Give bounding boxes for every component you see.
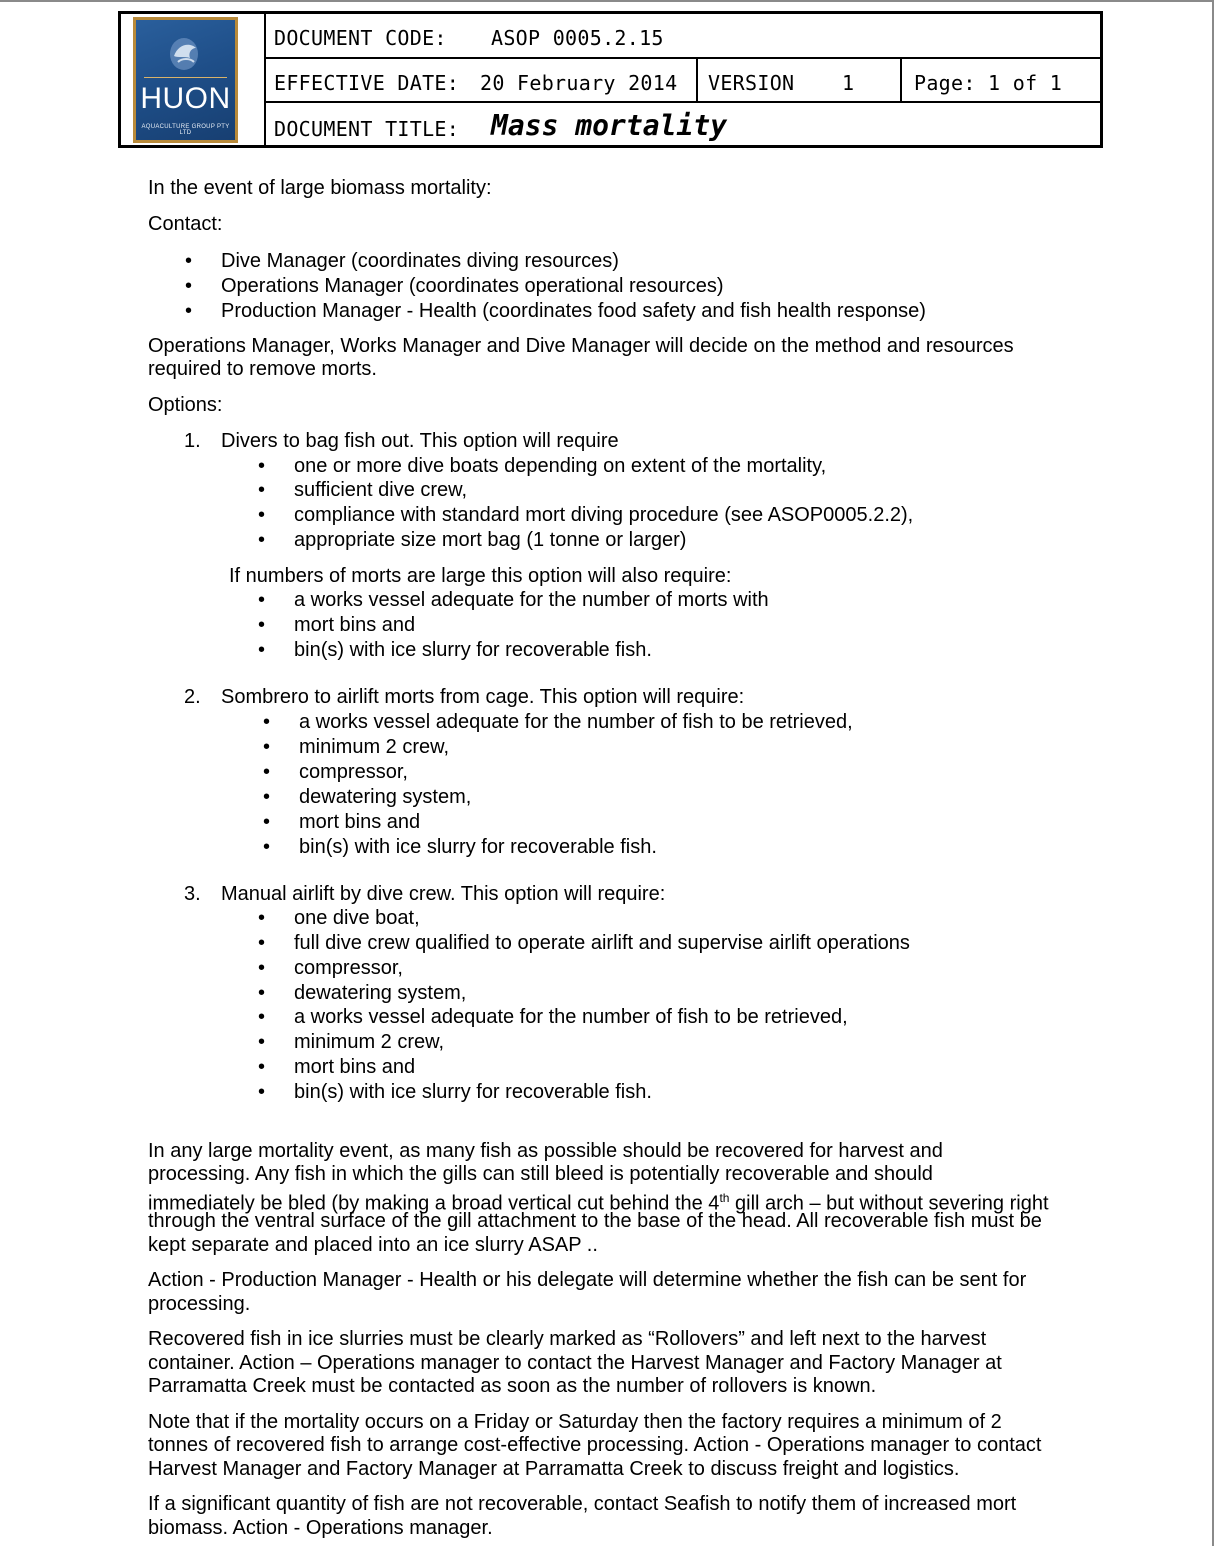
company-logo xyxy=(133,17,238,143)
option-number: 3. xyxy=(184,883,201,905)
bullet: • xyxy=(263,761,271,783)
bullet: • xyxy=(263,711,271,733)
bullet: • xyxy=(258,1006,266,1028)
list-item: sufficient dive crew, xyxy=(294,479,468,501)
effective-date-value: 20 February 2014 xyxy=(480,71,678,95)
header-row-date xyxy=(264,59,1100,103)
bullet: • xyxy=(258,1056,266,1078)
list-item: Operations Manager (coordinates operational resources) xyxy=(221,275,724,297)
bullet: • xyxy=(258,932,266,954)
list-item: one dive boat, xyxy=(294,907,420,929)
paragraph-line: Parramatta Creek must be contacted as soon as the number of rollovers is known. xyxy=(148,1375,877,1397)
decision-text: Operations Manager, Works Manager and Dive Manager will decide on the method and resources xyxy=(148,335,1014,357)
intro-text: In the event of large biomass mortality: xyxy=(148,177,492,199)
list-item: compressor, xyxy=(299,761,408,783)
fish-emblem-icon xyxy=(164,34,206,74)
option-number: 2. xyxy=(184,686,201,708)
bullet: • xyxy=(258,614,266,636)
list-item: mort bins and xyxy=(299,811,421,833)
document-title: Mass mortality xyxy=(491,109,728,142)
paragraph-line: Action - Production Manager - Health or his delegate will determine whether the fish can be sent for xyxy=(148,1269,1027,1291)
list-item: one or more dive boats depending on extent of the mortality, xyxy=(294,455,827,477)
page-number: Page: 1 of 1 xyxy=(914,71,1063,95)
paragraph-line: Note that if the mortality occurs on a Friday or Saturday then the factory requires a minimum of 2 xyxy=(148,1411,1002,1433)
list-item: bin(s) with ice slurry for recoverable fish. xyxy=(294,1081,652,1103)
paragraph-line: processing. xyxy=(148,1293,251,1315)
logo-rule xyxy=(144,77,227,78)
logo-name: HUON xyxy=(140,82,231,115)
bullet: • xyxy=(263,811,271,833)
list-item: a works vessel adequate for the number of morts with xyxy=(294,589,769,611)
option-number: 1. xyxy=(184,430,201,452)
list-item: mort bins and xyxy=(294,1056,416,1078)
header-row-code xyxy=(264,14,1100,59)
bullet: • xyxy=(258,479,266,501)
paragraph-line: container. Action – Operations manager to contact the Harvest Manager and Factory Manager at xyxy=(148,1352,1002,1374)
bullet: • xyxy=(263,736,271,758)
paragraph-line: kept separate and placed into an ice slurry ASAP .. xyxy=(148,1234,598,1256)
superscript: th xyxy=(719,1191,730,1205)
list-item: mort bins and xyxy=(294,614,416,636)
list-item: a works vessel adequate for the number of fish to be retrieved, xyxy=(299,711,853,733)
bullet: • xyxy=(258,589,266,611)
list-item: Dive Manager (coordinates diving resources) xyxy=(221,250,619,272)
header-row-title xyxy=(264,103,1100,145)
paragraph-segment: gill arch – but without severing right xyxy=(729,1192,1049,1215)
bullet: • xyxy=(258,982,266,1004)
header-divider xyxy=(696,59,698,101)
effective-date-label: EFFECTIVE DATE: xyxy=(274,71,460,95)
list-item: compressor, xyxy=(294,957,403,979)
list-item: bin(s) with ice slurry for recoverable fish. xyxy=(299,836,657,858)
bullet: • xyxy=(258,504,266,526)
bullet: • xyxy=(185,300,193,322)
paragraph-line: biomass. Action - Operations manager. xyxy=(148,1517,493,1539)
header-divider xyxy=(900,59,902,101)
version-label: VERSION xyxy=(708,71,795,95)
logo-cell xyxy=(121,14,266,145)
paragraph-line: through the ventral surface of the gill attachment to the base of the head. All recoverable fish must be xyxy=(148,1210,1042,1232)
option-extra-text: If numbers of morts are large this option will also require: xyxy=(229,565,732,587)
list-item: a works vessel adequate for the number of fish to be retrieved, xyxy=(294,1006,848,1028)
paragraph-segment: immediately be bled (by making a broad vertical cut behind the 4 xyxy=(148,1192,720,1215)
list-item: bin(s) with ice slurry for recoverable fish. xyxy=(294,639,652,661)
option-text: Sombrero to airlift morts from cage. This option will require: xyxy=(221,686,745,708)
page-edge-top xyxy=(0,0,1214,2)
list-item: full dive crew qualified to operate airlift and supervise airlift operations xyxy=(294,932,910,954)
bullet: • xyxy=(185,250,193,272)
list-item: appropriate size mort bag (1 tonne or larger) xyxy=(294,529,687,551)
bullet: • xyxy=(263,786,271,808)
bullet: • xyxy=(258,639,266,661)
list-item: dewatering system, xyxy=(294,982,467,1004)
paragraph-line: Recovered fish in ice slurries must be clearly marked as “Rollovers” and left next to the harvest xyxy=(148,1328,987,1350)
document-code-value: ASOP 0005.2.15 xyxy=(491,26,664,50)
document-title-label: DOCUMENT TITLE: xyxy=(274,117,460,141)
option-text: Manual airlift by dive crew. This option will require: xyxy=(221,883,666,905)
bullet: • xyxy=(258,455,266,477)
list-item: Production Manager - Health (coordinates food safety and fish health response) xyxy=(221,300,926,322)
paragraph-line: Harvest Manager and Factory Manager at Parramatta Creek to discuss freight and logistics. xyxy=(148,1458,960,1480)
logo-subtitle: AQUACULTURE GROUP PTY LTD xyxy=(141,124,230,136)
bullet: • xyxy=(258,957,266,979)
options-label: Options: xyxy=(148,394,223,416)
option-text: Divers to bag fish out. This option will require xyxy=(221,430,619,452)
decision-text: required to remove morts. xyxy=(148,358,377,380)
bullet: • xyxy=(185,275,193,297)
document-header-table xyxy=(118,11,1103,148)
paragraph-line: If a significant quantity of fish are not recoverable, contact Seafish to notify them of increased mort xyxy=(148,1493,1017,1515)
bullet: • xyxy=(258,1081,266,1103)
list-item: dewatering system, xyxy=(299,786,472,808)
document-code-label: DOCUMENT CODE: xyxy=(274,26,447,50)
paragraph-line: processing. Any fish in which the gills can still bleed is potentially recoverable and should xyxy=(148,1163,933,1185)
list-item: compliance with standard mort diving procedure (see ASOP0005.2.2), xyxy=(294,504,914,526)
paragraph-line: In any large mortality event, as many fish as possible should be recovered for harvest and xyxy=(148,1140,943,1162)
paragraph-line: tonnes of recovered fish to arrange cost-effective processing. Action - Operations manager to contact xyxy=(148,1434,1042,1456)
bullet: • xyxy=(258,529,266,551)
bullet: • xyxy=(263,836,271,858)
bullet: • xyxy=(258,907,266,929)
list-item: minimum 2 crew, xyxy=(299,736,450,758)
list-item: minimum 2 crew, xyxy=(294,1031,445,1053)
contact-label: Contact: xyxy=(148,213,223,235)
version-value: 1 xyxy=(842,71,855,95)
bullet: • xyxy=(258,1031,266,1053)
